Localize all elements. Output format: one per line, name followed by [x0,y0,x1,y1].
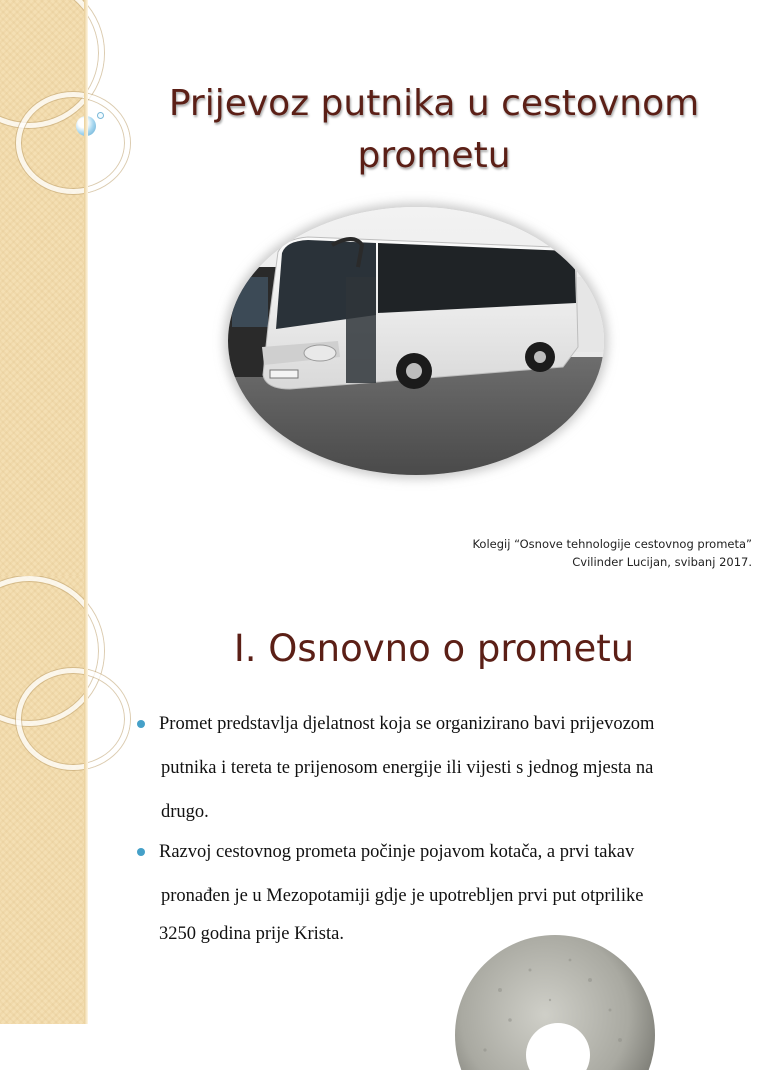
bullet-text-line: putnika i tereta te prijenosom energije ili vijesti s jednog mjesta na [161,758,654,778]
stone-wheel-photo [440,910,670,1070]
stone-wheel-illustration [440,910,670,1070]
decorative-bubble [97,112,104,119]
bullet-text-line: Razvoj cestovnog prometa počinje pojavom kotača, a prvi takav [159,842,635,862]
decorative-ring [16,92,130,194]
bullet-text-line: 3250 godina prije Krista. [159,924,344,944]
bullet-item [135,702,745,834]
decorative-sidebar [0,0,84,576]
credit-author: Cvilinder Lucijan, svibanj 2017. [572,555,752,569]
sidebar-edge [84,0,88,576]
bullet-text-line: Promet predstavlja djelatnost koja se organizirano bavi prijevozom [159,714,655,734]
bullet-text-line: pronađen je u Mezopotamiji gdje je upotrebljen prvi put otprilike [161,886,644,906]
bus-photo [228,207,604,475]
bullet-text-line: drugo. [161,802,209,822]
bullet-dot-icon [137,848,145,856]
decorative-ring [16,668,130,770]
bullet-dot-icon [137,720,145,728]
credit-course: Kolegij “Osnove tehnologije cestovnog prometa” [472,537,752,551]
decorative-sidebar [0,576,84,1024]
sidebar-edge [84,576,88,1024]
section-heading: I. Osnovno o prometu [233,627,635,670]
course-credit [472,535,752,571]
bus-illustration [228,207,604,475]
slide-title: Prijevoz putnika u cestovnom prometu [168,83,700,176]
